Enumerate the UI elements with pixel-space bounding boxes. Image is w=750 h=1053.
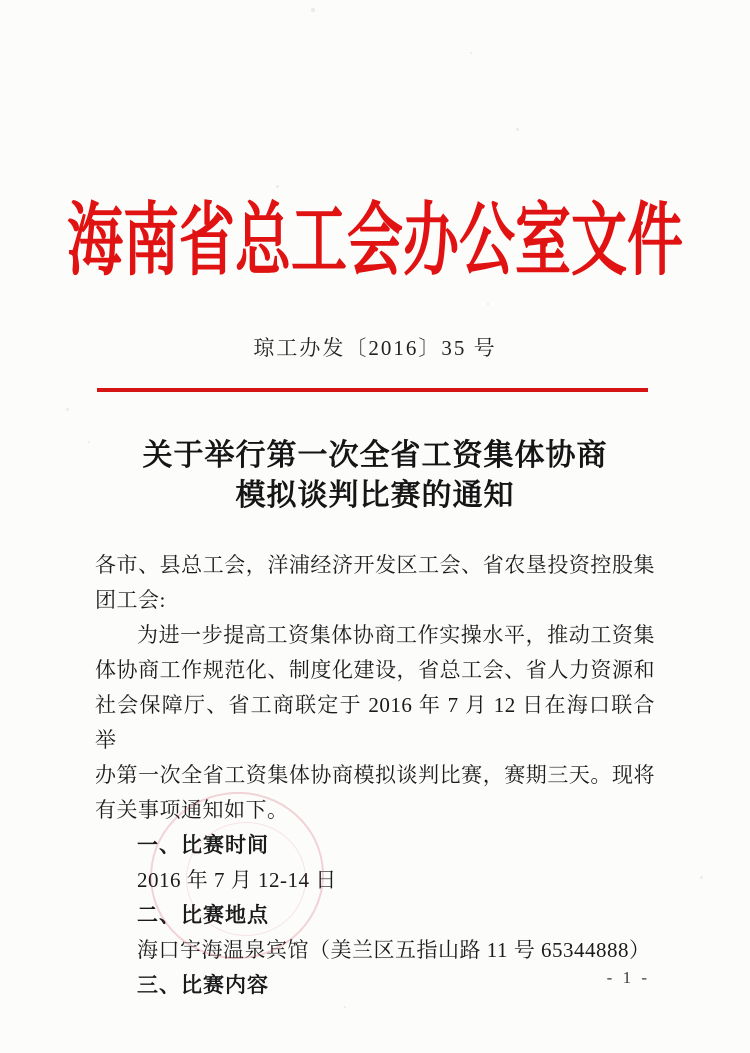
scan-speck — [276, 185, 279, 188]
body-line: 团工会: — [95, 588, 166, 612]
red-masthead-title: 海南省总工会办公室文件 — [67, 195, 683, 288]
body-line: 一、比赛时间 — [137, 833, 269, 857]
body-line: 海口宇海温泉宾馆（美兰区五指山路 11 号 65344888） — [137, 938, 651, 962]
body-line: 办第一次全省工资集体协商模拟谈判比赛，赛期三天。现将 — [95, 763, 655, 787]
scan-speck — [66, 408, 69, 411]
body-line: 二、比赛地点 — [137, 903, 269, 927]
red-divider-rule — [97, 388, 648, 392]
scan-speck — [311, 8, 315, 12]
scan-speck — [700, 876, 703, 879]
body-line: 各市、县总工会，洋浦经济开发区工会、省农垦投资控股集 — [95, 553, 655, 577]
page-number: - 1 - — [606, 968, 650, 987]
body-line: 社会保障厅、省工商联定于 2016 年 7 月 12 日在海口联合举 — [95, 693, 655, 752]
document-reference-number: 琼工办发〔2016〕35 号 — [253, 336, 497, 360]
body-line: 为进一步提高工资集体协商工作实操水平，推动工资集 — [137, 623, 655, 647]
body-line: 2016 年 7 月 12-14 日 — [137, 868, 337, 892]
scan-speck — [344, 1006, 346, 1008]
document-title — [0, 436, 750, 516]
scan-speck — [487, 303, 489, 305]
document-title-line-1: 关于举行第一次全省工资集体协商 — [142, 439, 608, 472]
scan-speck — [516, 128, 519, 131]
scan-speck — [470, 52, 472, 54]
document-title-line-2: 模拟谈判比赛的通知 — [235, 479, 515, 512]
body-line: 体协商工作规范化、制度化建设，省总工会、省人力资源和 — [95, 658, 655, 682]
body-line: 三、比赛内容 — [137, 973, 269, 997]
scan-speck — [88, 441, 90, 443]
body-line: 有关事项通知如下。 — [95, 798, 289, 822]
stamp-bleed-artifact-inner — [186, 822, 306, 936]
